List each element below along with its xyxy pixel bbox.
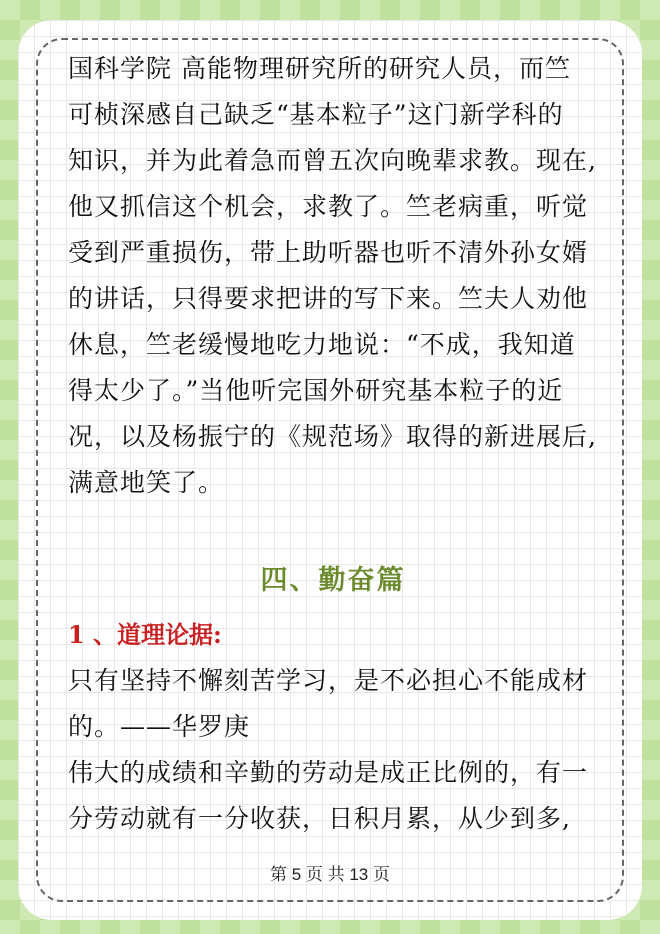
section-title: 四、勤奋篇: [260, 565, 406, 596]
page-number-footer: 第 5 页 共 13 页: [270, 865, 390, 884]
paragraph-line: 的讲话，只得要求把讲的写下来。竺夫人劝他: [68, 284, 589, 313]
quote-line: 的。——华罗庚: [68, 712, 251, 741]
subsection-title: 1 、道理论据:: [68, 620, 222, 649]
paragraph-line: 满意地笑了。: [68, 468, 225, 497]
paragraph-line: 得太少了。”当他听完国外研究基本粒子的近: [68, 376, 564, 405]
quote-line: 伟大的成绩和辛勤的劳动是成正比例的，有一: [68, 758, 589, 787]
paragraph-line: 休息，竺老缓慢地吃力地说：“不成，我知道: [68, 330, 576, 359]
quote-line: 分劳动就有一分收获，日积月累，从少到多,: [68, 804, 571, 833]
paragraph-line: 他又抓信这个机会，求教了。竺老病重，听觉: [68, 192, 589, 221]
page-content: [68, 46, 598, 842]
paragraph-line: 受到严重损伤，带上助听器也听不清外孙女婿: [68, 238, 589, 267]
paragraph-line: 可桢深感自己缺乏“基本粒子”这门新学科的: [68, 100, 564, 129]
paragraph-line: 国科学院 高能物理研究所的研究人员，而竺: [68, 54, 571, 83]
document-page: [18, 20, 642, 920]
quote-line: 只有坚持不懈刻苦学习，是不必担心不能成材: [68, 666, 589, 695]
paragraph-line: 知识，并为此着急而曾五次向晚辈求教。现在,: [68, 146, 597, 175]
paragraph-line: 况，以及杨振宁的《规范场》取得的新进展后,: [68, 422, 597, 451]
